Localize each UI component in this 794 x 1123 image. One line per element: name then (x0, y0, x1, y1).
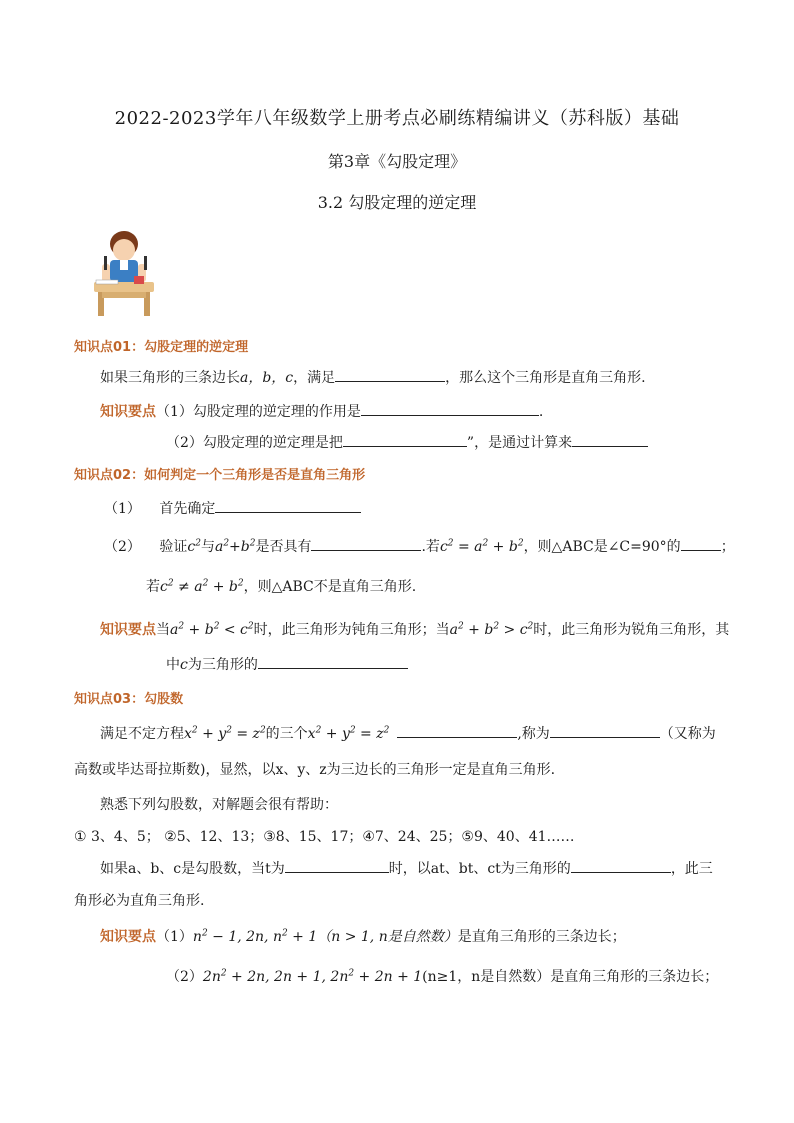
k1-heading: 知识点01：勾股定理的逆定理 (74, 340, 249, 355)
k3-p5-b: 时，以at、bt、ct为三角形的 (388, 861, 571, 877)
k2-note-c: 时，此三角形为锐角三角形，其 (533, 622, 730, 638)
k2-blank-4[interactable] (258, 654, 408, 669)
k1-line1-b: ，满足 (293, 370, 336, 386)
k3-blank-4[interactable] (571, 858, 671, 873)
k3-p1 (100, 723, 716, 743)
k2-item2-e: ，则△ABC是∠C=90°的 (523, 539, 681, 555)
k1-note1-end: . (538, 404, 544, 420)
k2-formula-neq: $c^2 \ne a^2 + b^2$ (160, 578, 244, 595)
k3-note1-a: （1） (156, 929, 193, 945)
document-title: 2022-2023学年八年级数学上册考点必刷练精编讲义（苏科版）基础 (114, 108, 680, 129)
k1-note2 (166, 432, 648, 452)
k2-formula-gt: $a^2 + b^2 > c^2$ (449, 621, 534, 638)
k3-p4: ① 3、4、5； ②5、12、13；③8、15、17；④7、24、25；⑤9、40、41…… (74, 829, 575, 845)
k2-formula-c2: $c^2$ (187, 538, 201, 555)
k3-p1-c: ,称为 (517, 726, 550, 742)
k1-blank-4[interactable] (572, 432, 648, 447)
k1-line1-a: 如果三角形的三条边长 (100, 370, 240, 386)
k1-note2-a: （2）勾股定理的逆定理是把 (166, 435, 343, 451)
k3-formula-eq2: $x^2 + y^2 = z^2$ (307, 725, 390, 742)
k2-var-c: c (180, 657, 188, 673)
k2-formula-a2b2: $a^2+b^2$ (214, 538, 256, 555)
k3-blank-1b[interactable] (397, 723, 517, 738)
k3-p2: 高数或毕达哥拉斯数)，显然，以x、y、z为三边长的三角形一定是直角三角形. (74, 762, 556, 778)
k1-line1 (100, 367, 646, 387)
k1-note1-text: （1）勾股定理的逆定理的作用是 (156, 404, 361, 420)
k2-item2-g: 若 (146, 579, 160, 595)
k3-p3: 熟悉下列勾股数，对解题会很有帮助： (100, 797, 338, 813)
k3-note1-b: 是直角三角形的三条边长； (457, 929, 626, 945)
k1-var-abc: a，b，c (240, 370, 294, 386)
k3-note-label: 知识要点 (100, 929, 156, 945)
k3-p5-a: 如果a、b、c是勾股数，当t为 (100, 861, 285, 877)
k2-item1-num: （1） (104, 501, 141, 517)
k2-item1-text: 首先确定 (159, 501, 216, 517)
k3-p1-b: 的三个 (265, 726, 308, 742)
k1-blank-1[interactable] (335, 367, 445, 382)
k2-item2-f: ； (720, 539, 735, 555)
chapter-title: 第3章《勾股定理》 (327, 152, 467, 171)
k3-heading: 知识点03：勾股数 (74, 692, 184, 707)
k2-heading: 知识点02：如何判定一个三角形是否是直角三角形 (74, 468, 366, 483)
k3-note1 (100, 926, 626, 946)
k2-note-label: 知识要点 (100, 622, 156, 638)
k1-blank-2[interactable] (361, 401, 539, 416)
k3-blank-2[interactable] (550, 723, 660, 738)
k2-item2-h: ，则△ABC不是直角三角形. (243, 579, 417, 595)
k3-formula-n2: $2n^2 + 2n$, 2n + 1, $2n^2 + 2n + 1$ (202, 968, 423, 985)
student-at-desk-illustration (88, 228, 160, 318)
k3-note2 (166, 966, 718, 986)
k1-blank-3[interactable] (343, 432, 467, 447)
k2-note-e: 为三角形的 (187, 657, 258, 673)
k2-item2 (104, 536, 735, 556)
k2-item2-line2 (146, 576, 416, 596)
k2-formula-lt: $a^2 + b^2 < c^2$ (170, 621, 254, 638)
k3-p5 (100, 858, 713, 878)
k1-note-label: 知识要点 (100, 404, 156, 420)
section-title: 3.2 勾股定理的逆定理 (317, 193, 477, 212)
k2-blank-3[interactable] (681, 536, 721, 551)
k2-item2-num: （2） (104, 539, 141, 555)
k2-note-a: 当 (156, 622, 170, 638)
k3-formula-eq1: $x^2 + y^2 = z^2$ (184, 725, 266, 742)
k2-note-d: 中 (166, 657, 180, 673)
k2-note-line2 (166, 654, 408, 674)
k3-p1-a: 满足不定方程 (100, 726, 184, 742)
k3-p5-c: ，此三 (670, 861, 713, 877)
k2-item2-c: 是否具有 (255, 539, 312, 555)
k3-note2-b: (n≥1，n是自然数）是直角三角形的三条边长； (422, 969, 719, 985)
k2-item2-a: 验证 (159, 539, 188, 555)
k1-note1 (100, 401, 543, 421)
k2-note (100, 619, 729, 639)
k1-line1-c: ，那么这个三角形是直角三角形. (445, 370, 646, 386)
k3-blank-3[interactable] (285, 858, 389, 873)
k2-item1 (104, 498, 361, 518)
k3-note2-a: （2） (166, 969, 203, 985)
k1-note2-b: ”，是通过计算来 (466, 435, 573, 451)
k2-blank-1[interactable] (215, 498, 361, 513)
k2-note-b: 时，此三角形为钝角三角形；当 (253, 622, 450, 638)
k2-blank-2[interactable] (311, 536, 421, 551)
k3-p6: 角形必为直角三角形. (74, 893, 205, 909)
k2-formula-eq: $c^2 = a^2 + b^2$ (439, 538, 524, 555)
k2-item2-b: 与 (200, 539, 215, 555)
k3-formula-n1: $n^2 - 1$, 2n, $n^2 + 1(n > 1$, n是自然数） (192, 928, 458, 945)
k3-p1-d: （又称为 (659, 726, 716, 742)
k2-item2-d: .若 (421, 539, 440, 555)
